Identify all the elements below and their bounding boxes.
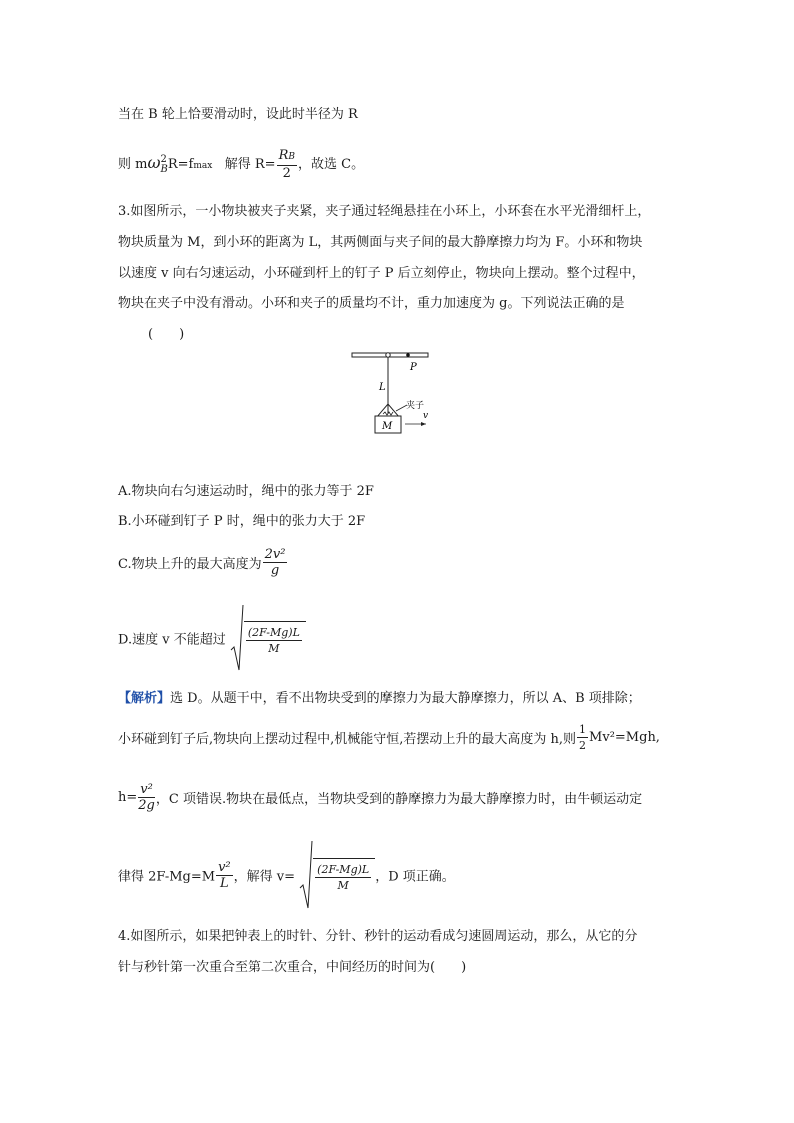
q3-stem-line1: 3.如图所示，一小物块被夹子夹紧，夹子通过轻绳悬挂在小环上，小环套在水平光滑细杆上， <box>118 204 651 219</box>
label-p: P <box>410 362 417 373</box>
q2-line2: 则 mω 2 B R=fmax 解得 R= $\frac{RB}{2}$ ，故选 C。 <box>118 148 365 181</box>
analysis-tag: 【解析】 <box>118 691 171 706</box>
label-v: v <box>423 411 429 421</box>
q3-stem-line3: 以速度 v 向右匀速运动，小环碰到杆上的钉子 P 后立刻停止，物块向上摆动。整个过程中， <box>118 266 645 281</box>
nail-p <box>406 353 410 357</box>
analysis-line3: h= $\frac{\text{v²}}{2g}$ ，C 项错误.物块在最低点，当物块受到的静摩擦力为最大静摩擦力时，由牛顿运动定 <box>118 782 643 813</box>
option-c: C.物块上升的最大高度为 $\frac{\text{2v²}}{g}$ <box>118 547 286 578</box>
q2-line1: 当在 B 轮上恰要滑动时，设此时半径为 R <box>118 107 358 122</box>
small-ring <box>386 353 390 357</box>
option-a: A.物块向右匀速运动时，绳中的张力等于 2F <box>118 484 374 499</box>
q4-line2: 针与秒针第一次重合至第二次重合，中间经历的时间为( ) <box>118 960 467 975</box>
analysis-line1: 【解析】选 D。从题干中，看不出物块受到的摩擦力为最大静摩擦力，所以 A、B 项排除； <box>118 691 641 706</box>
arrowhead <box>421 422 426 426</box>
label-m: M <box>382 421 393 432</box>
analysis-line4: 律得 2F-Mg=M $\frac{\text{v²}}{L}$ ，解得 v= $\frac{(2F-Mg)L}{M}$ ，D 项正确。 <box>118 840 455 910</box>
label-clip: 夹子 <box>406 401 425 411</box>
option-d: D.速度 v 不能超过 $\frac{(2F-Mg)L}{M}$ <box>118 604 306 672</box>
analysis-sqrt: $\frac{(2F-Mg)L}{M}$ <box>299 840 375 910</box>
option-d-sqrt: $\frac{(2F-Mg)L}{M}$ <box>230 604 306 672</box>
q4-line1: 4.如图所示，如果把钟表上的时针、分针、秒针的运动看成匀速圆周运动，那么，从它的分 <box>118 929 638 944</box>
analysis-line2: 小环碰到钉子后,物块向上摆动过程中,机械能守恒,若摆动上升的最大高度为 h,则 $\frac{1}{2}$ Mv²=Mgh, <box>118 723 660 752</box>
pendulum-clip-figure <box>350 348 432 436</box>
q3-stem-line4: 物块在夹子中没有滑动。小环和夹子的质量均不计，重力加速度为 g。下列说法正确的是 <box>118 296 625 311</box>
option-c-fraction: $\frac{\text{2v²}}{g}$ <box>264 547 286 578</box>
option-b: B.小环碰到钉子 P 时，绳中的张力大于 2F <box>118 514 366 529</box>
q3-stem-line2: 物块质量为 M，到小环的距离为 L，其两侧面与夹子间的最大静摩擦力均为 F。小环和物块 <box>118 235 643 250</box>
q3-answer-blank: ( ) <box>148 327 185 342</box>
label-l: L <box>379 382 386 393</box>
